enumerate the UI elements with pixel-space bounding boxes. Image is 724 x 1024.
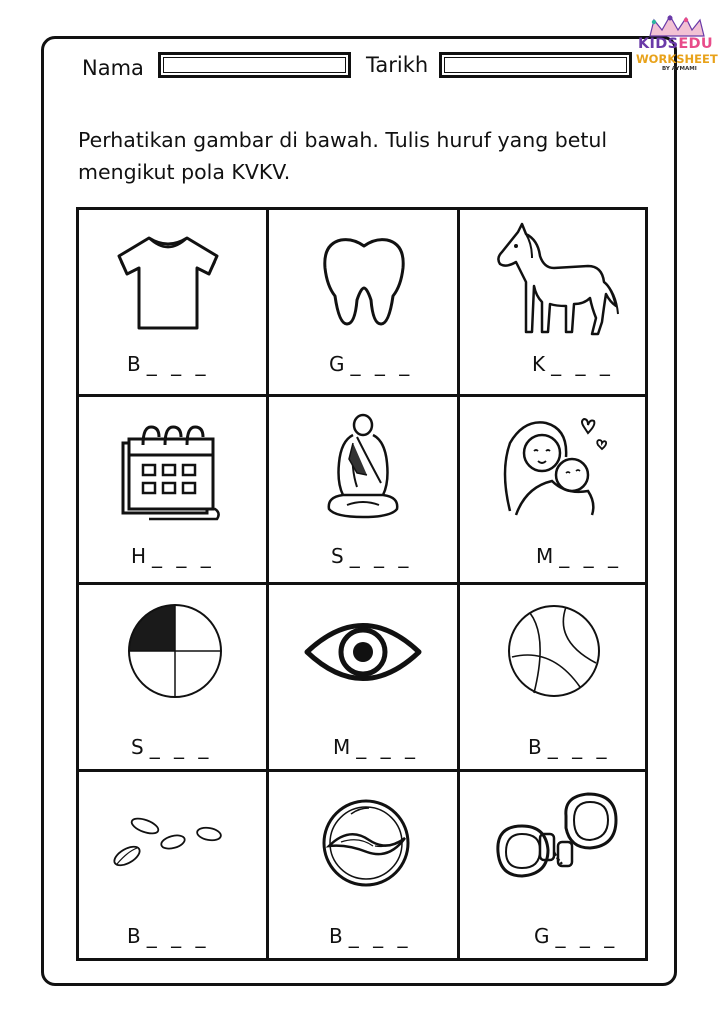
answer-letter: M [536, 544, 554, 568]
name-field[interactable] [158, 52, 351, 78]
answer-line[interactable] [333, 735, 419, 759]
answer-line[interactable] [127, 352, 209, 376]
answer-line[interactable] [131, 735, 212, 759]
horse-icon [492, 222, 622, 340]
cell-calendar [79, 397, 267, 583]
name-label: Nama [82, 56, 144, 80]
answer-line[interactable] [131, 544, 215, 568]
monk-icon [323, 413, 403, 523]
answer-blank: _ _ _ [350, 352, 414, 376]
answer-letter: B [127, 352, 141, 376]
answer-blank: _ _ _ [149, 735, 213, 759]
seeds-icon [109, 812, 239, 882]
logo-text-kidsedu: KIDSEDU [638, 36, 713, 52]
cell-handcuffs [460, 772, 648, 958]
answer-letter: H [131, 544, 147, 568]
eye-icon [303, 617, 423, 687]
brand-logo [636, 14, 718, 78]
answer-blank: _ _ _ [152, 544, 215, 568]
answer-letter: S [131, 735, 144, 759]
answer-letter: G [534, 924, 550, 948]
mother-baby-icon [496, 411, 616, 521]
tooth-icon [319, 234, 409, 330]
cell-shirt [79, 210, 267, 395]
answer-blank: _ _ _ [349, 544, 413, 568]
answer-blank: _ _ _ [551, 352, 614, 376]
logo-text-by: BY AYMAMI [662, 66, 697, 72]
exercise-grid [76, 207, 648, 961]
answer-line[interactable] [536, 544, 622, 568]
answer-letter: B [329, 924, 343, 948]
cell-seeds [79, 772, 267, 958]
cell-horse [460, 210, 648, 395]
cell-mother-baby [460, 397, 648, 583]
answer-line[interactable] [532, 352, 614, 376]
quarter-circle-icon [125, 601, 225, 701]
handcuffs-icon [492, 790, 622, 886]
answer-blank: _ _ _ [555, 924, 619, 948]
answer-letter: B [127, 924, 141, 948]
instruction-line-1: Perhatikan gambar di bawah. Tulis huruf yang betul [78, 128, 608, 152]
marble-icon [319, 796, 413, 890]
date-label: Tarikh [366, 53, 429, 77]
answer-blank: _ _ _ [547, 735, 611, 759]
answer-line[interactable] [329, 352, 413, 376]
answer-letter: S [331, 544, 344, 568]
logo-text-worksheet: WORKSHEET [636, 52, 718, 66]
shirt-icon [113, 232, 223, 332]
answer-line[interactable] [528, 735, 610, 759]
cell-marble [269, 772, 457, 958]
instruction [78, 124, 658, 188]
cell-eye [269, 585, 457, 770]
answer-line[interactable] [127, 924, 209, 948]
answer-letter: M [333, 735, 351, 759]
answer-letter: K [532, 352, 546, 376]
answer-blank: _ _ _ [146, 924, 210, 948]
instruction-line-2: mengikut pola KVKV. [78, 160, 291, 184]
date-field[interactable] [439, 52, 632, 78]
answer-line[interactable] [331, 544, 412, 568]
answer-line[interactable] [534, 924, 618, 948]
cell-monk [269, 397, 457, 583]
answer-line[interactable] [329, 924, 411, 948]
cell-tooth [269, 210, 457, 395]
cell-quarter [79, 585, 267, 770]
answer-blank: _ _ _ [348, 924, 412, 948]
answer-letter: G [329, 352, 345, 376]
calendar-icon [119, 421, 223, 521]
answer-blank: _ _ _ [559, 544, 622, 568]
answer-blank: _ _ _ [356, 735, 419, 759]
answer-letter: B [528, 735, 542, 759]
cell-ball [460, 585, 648, 770]
ball-icon [504, 601, 604, 701]
answer-blank: _ _ _ [146, 352, 210, 376]
